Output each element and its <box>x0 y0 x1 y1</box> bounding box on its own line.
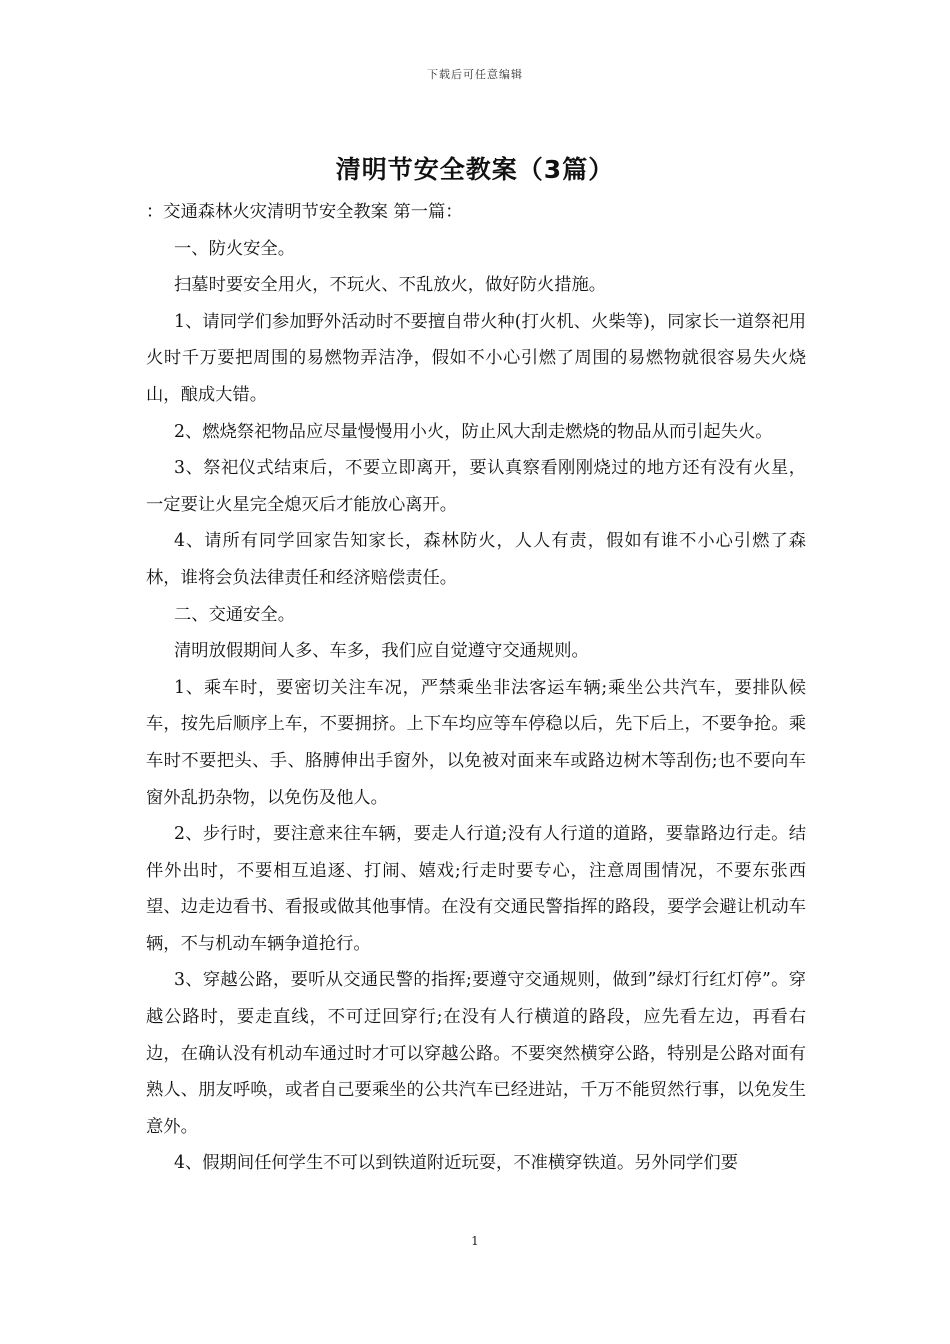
paragraph: 1、请同学们参加野外活动时不要擅自带火种(打火机、火柴等)，同家长一道祭祀用火时千万要把周围的易燃物弄洁净，假如不小心引燃了周围的易燃物就很容易失火烧山，酿成大错。 <box>146 311 806 405</box>
page-number: 1 <box>471 1234 479 1248</box>
paragraph: 4、请所有同学回家告知家长，森林防火，人人有责，假如有谁不小心引燃了森林，谁将会负法律责任和经济赔偿责任。 <box>146 531 806 588</box>
paragraph: 1、乘车时，要密切关注车况，严禁乘坐非法客运车辆;乘坐公共汽车，要排队候车，按先后顺序上车，不要拥挤。上下车均应等车停稳以后，先下后上，不要争抢。乘车时不要把头、手、胳膊伸出手窗外，以免被对面来车或路边树木等刮伤;也不要向车窗外乱扔杂物，以免伤及他人。 <box>146 677 806 808</box>
paragraph: 一、防火安全。 <box>174 238 295 259</box>
paragraph: 3、穿越公路，要听从交通民警的指挥;要遵守交通规则，做到”绿灯行红灯停”。穿越公路时，要走直线，不可迂回穿行;在没有人行横道的路段，应先看左边，再看右边，在确认没有机动车通过时才可以穿越公路。不要突然横穿公路，特别是公路对面有熟人、朋友呼唤，或者自己要乘坐的公共汽车已经进站，千万不能贸然行事，以免发生意外。 <box>146 970 806 1137</box>
paragraph: 4、假期间任何学生不可以到铁道附近玩耍，不准横穿铁道。另外同学们要 <box>174 1153 738 1174</box>
paragraph: 2、步行时，要注意来往车辆，要走人行道;没有人行道的道路，要靠路边行走。结伴外出时，不要相互追逐、打闹、嬉戏;行走时要专心，注意周围情况，不要东张西望、边走边看书、看报或做其他事情。在没有交通民警指挥的路段，要学会避让机动车辆，不与机动车辆争道抢行。 <box>146 824 806 954</box>
paragraph: 2、燃烧祭祀物品应尽量慢慢用小火，防止风大刮走燃烧的物品从而引起失火。 <box>174 421 773 442</box>
paragraph: 扫墓时要安全用火，不玩火、不乱放火，做好防火措施。 <box>174 275 607 296</box>
header-note: 下载后可任意编辑 <box>427 68 523 81</box>
paragraph: 清明放假期间人多、车多，我们应自觉遵守交通规则。 <box>174 641 589 662</box>
document-body <box>146 194 806 1182</box>
page-title: 清明节安全教案（3篇） <box>335 155 615 184</box>
paragraph: 3、祭祀仪式结束后，不要立即离开，要认真察看刚刚烧过的地方还有没有火星，一定要让火星完全熄灭后才能放心离开。 <box>146 458 806 515</box>
section-intro: ：交通森林火灾清明节安全教案 第一篇： <box>146 202 463 222</box>
paragraph: 二、交通安全。 <box>174 604 295 625</box>
